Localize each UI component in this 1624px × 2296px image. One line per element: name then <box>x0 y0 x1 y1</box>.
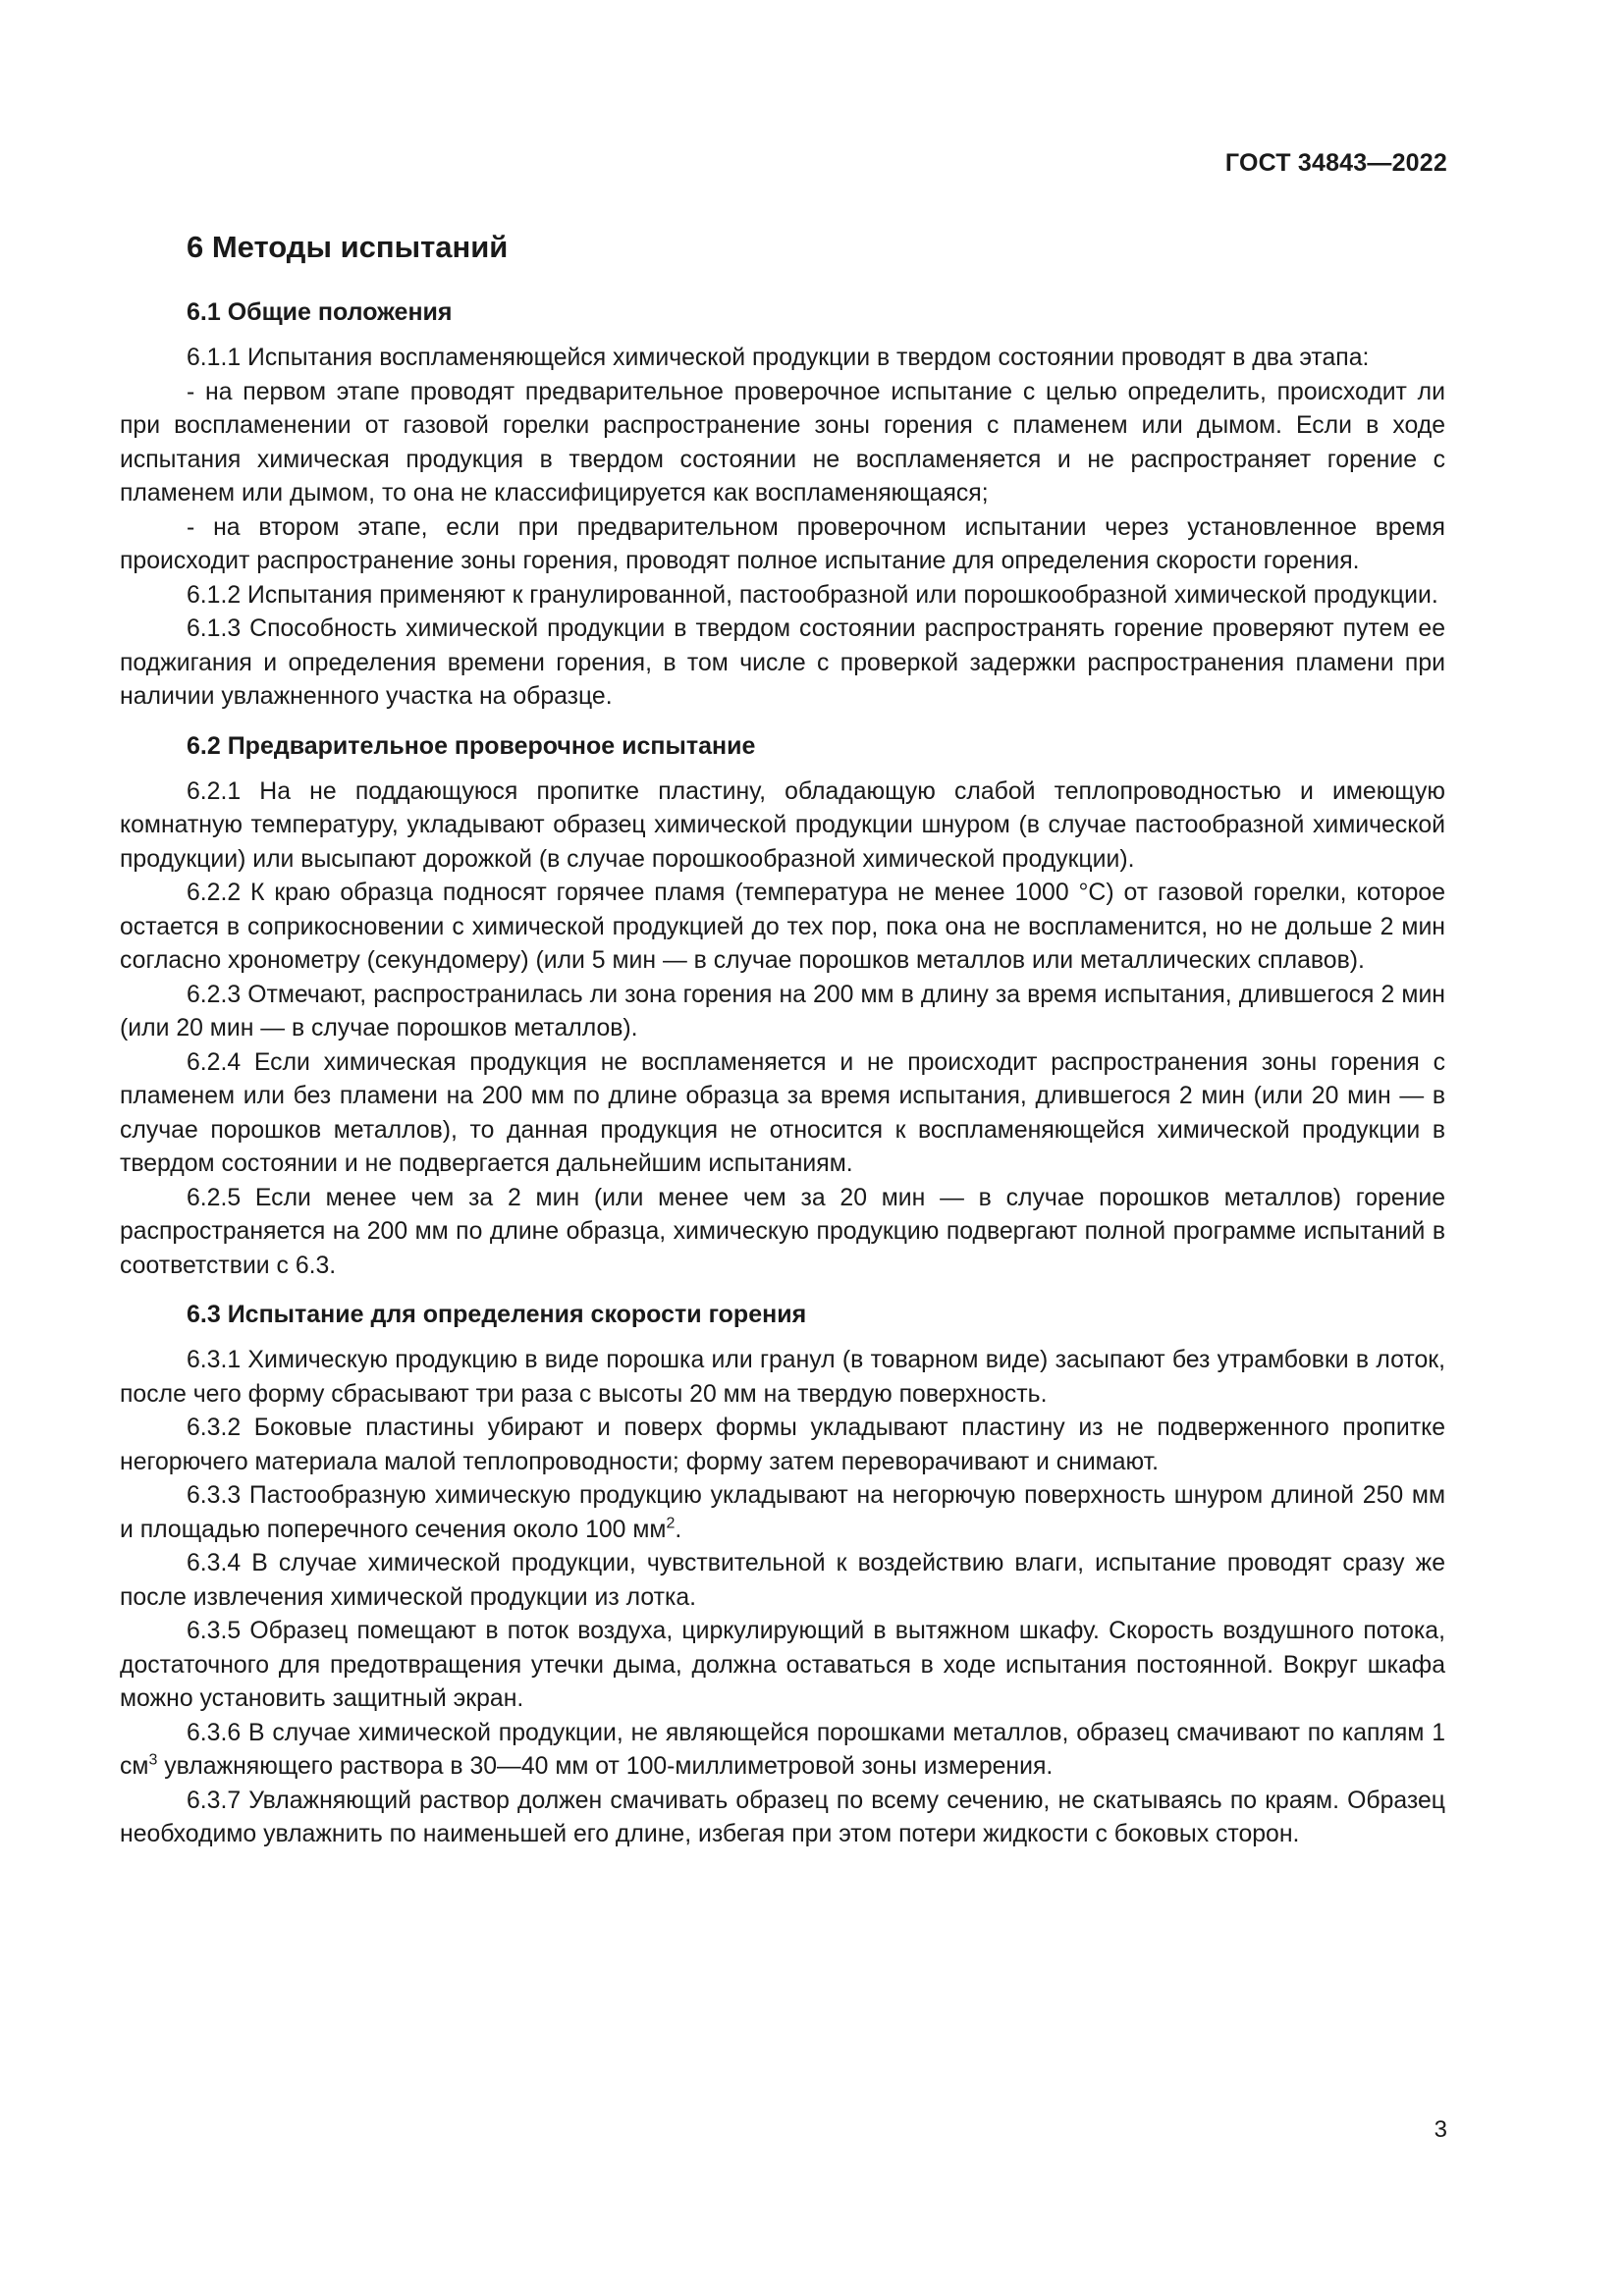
document-designation: ГОСТ 34843—2022 <box>1224 149 1447 177</box>
subsection-title-6-2: 6.2 Предварительное проверочное испытание <box>187 731 756 760</box>
paragraph-6-3-3-end: . <box>675 1516 682 1543</box>
paragraph-6-3-6-end: увлажняющего раствора в 30—40 мм от 100-миллиметровой зоны измерения. <box>157 1753 1054 1780</box>
paragraph-6-1-2: 6.1.2 Испытания применяют к гранулированной, пастообразной или порошкообразной химической продукции. <box>187 581 1438 609</box>
paragraph-6-3-1: 6.3.1 Химическую продукцию в виде порошка или гранул (в товарном виде) засыпают без утрамбовки в лоток, после чего форму сбрасывают три раза с высоты 20 мм на твердую поверхность. <box>120 1347 1445 1408</box>
paragraph-6-3-2: 6.3.2 Боковые пластины убирают и поверх формы укладывают пластину из не подверженного пропитке негорючего материала малой теплопроводности; форму затем переворачивают и снимают. <box>120 1415 1445 1475</box>
paragraph-6-2-4: 6.2.4 Если химическая продукция не воспламеняется и не происходит распространения зоны горения с пламенем или без пламени на 200 мм по длине образца за время испытания, длившегося 2 мин (или 20 мин — в случае порошков металлов), то данная продукция не относится к воспламеняющейся химической продукции в твердом состоянии и не подвергается дальнейшим испытаниям. <box>120 1048 1445 1177</box>
paragraph-6-3-5: 6.3.5 Образец помещают в поток воздуха, циркулирующий в вытяжном шкафу. Скорость воздушного потока, достаточного для предотвращения утечки дыма, должна оставаться в ходе испытания постоянной. Вокруг шкафа можно установить защитный экран. <box>120 1618 1445 1712</box>
paragraph-6-1-3: 6.1.3 Способность химической продукции в твердом состоянии распространять горение проверяют путем ее поджигания и определения времени горения, в том числе с проверкой задержки распространения пламени при наличии увлажненного участка на образце. <box>120 615 1445 710</box>
paragraph-6-2-1: 6.2.1 На не поддающуюся пропитке пластину, обладающую слабой теплопроводностью и имеющую комнатную температуру, укладывают образец химической продукции шнуром (в случае пастообразной химической продукции) или высыпают дорожкой (в случае порошкообразной химической продукции). <box>120 777 1445 873</box>
paragraph-6-1-1: 6.1.1 Испытания воспламеняющейся химической продукции в твердом состоянии проводят в два этапа: <box>187 345 1370 371</box>
paragraph-6-3-4: 6.3.4 В случае химической продукции, чувствительной к воздействию влаги, испытание проводят сразу же после извлечения химической продукции из лотка. <box>120 1550 1445 1611</box>
subsection-title-6-3: 6.3 Испытание для определения скорости горения <box>187 1301 807 1328</box>
superscript-square: 2 <box>666 1515 676 1532</box>
list-item-stage-1: - на первом этапе проводят предварительное проверочное испытание с целью определить, происходит ли при воспламенении от газовой горелки распространение зоны горения с пламенем или дымом. Если в ходе испытания химическая продукция в твердом состоянии не воспламеняется и не распространяет горение с пламенем или дымом, то она не классифицируется как воспламеняющаяся; <box>120 378 1445 507</box>
paragraph-6-3-6 <box>120 1717 1445 1785</box>
superscript-cube: 3 <box>148 1751 158 1769</box>
paragraph-6-2-3: 6.2.3 Отмечают, распространилась ли зона горения на 200 мм в длину за время испытания, длившегося 2 мин (или 20 мин — в случае порошков металлов). <box>120 981 1445 1041</box>
paragraph-6-3-3 <box>120 1479 1445 1547</box>
paragraph-6-2-2: 6.2.2 К краю образца подносят горячее пламя (температура не менее 1000 °С) от газовой горелки, которое остается в соприкосновении с химической продукцией до тех пор, пока она не воспламенится, но не дольше 2 мин согласно хронометру (секундомеру) (или 5 мин — в случае порошков металлов или металлических сплавов). <box>120 880 1445 974</box>
page-content <box>120 222 1445 1852</box>
paragraph-6-2-5: 6.2.5 Если менее чем за 2 мин (или менее чем за 20 мин — в случае порошков металлов) горение распространяется на 200 мм по длине образца, химическую продукцию подвергают полной программе испытаний в соответствии с 6.3. <box>120 1184 1445 1279</box>
paragraph-6-3-3-text: 6.3.3 Пастообразную химическую продукцию укладывают на негорючую поверхность шнуром длиной 250 мм и площадью поперечного сечения около 100 мм <box>120 1482 1445 1543</box>
page-number: 3 <box>1434 2116 1447 2143</box>
paragraph-6-3-6-text: 6.3.6 В случае химической продукции, не являющейся порошками металлов, образец смачивают по каплям 1 см <box>120 1719 1445 1780</box>
section-title: 6 Методы испытаний <box>187 230 509 264</box>
list-item-stage-2: - на втором этапе, если при предварительном проверочном испытании через установленное время происходит распространение зоны горения, проводят полное испытание для определения скорости горения. <box>120 513 1445 574</box>
paragraph-6-3-7: 6.3.7 Увлажняющий раствор должен смачивать образец по всему сечению, не скатываясь по краям. Образец необходимо увлажнить по наименьшей его длине, избегая при этом потери жидкости с боковых сторон. <box>120 1787 1445 1847</box>
subsection-title-6-1: 6.1 Общие положения <box>187 298 453 326</box>
